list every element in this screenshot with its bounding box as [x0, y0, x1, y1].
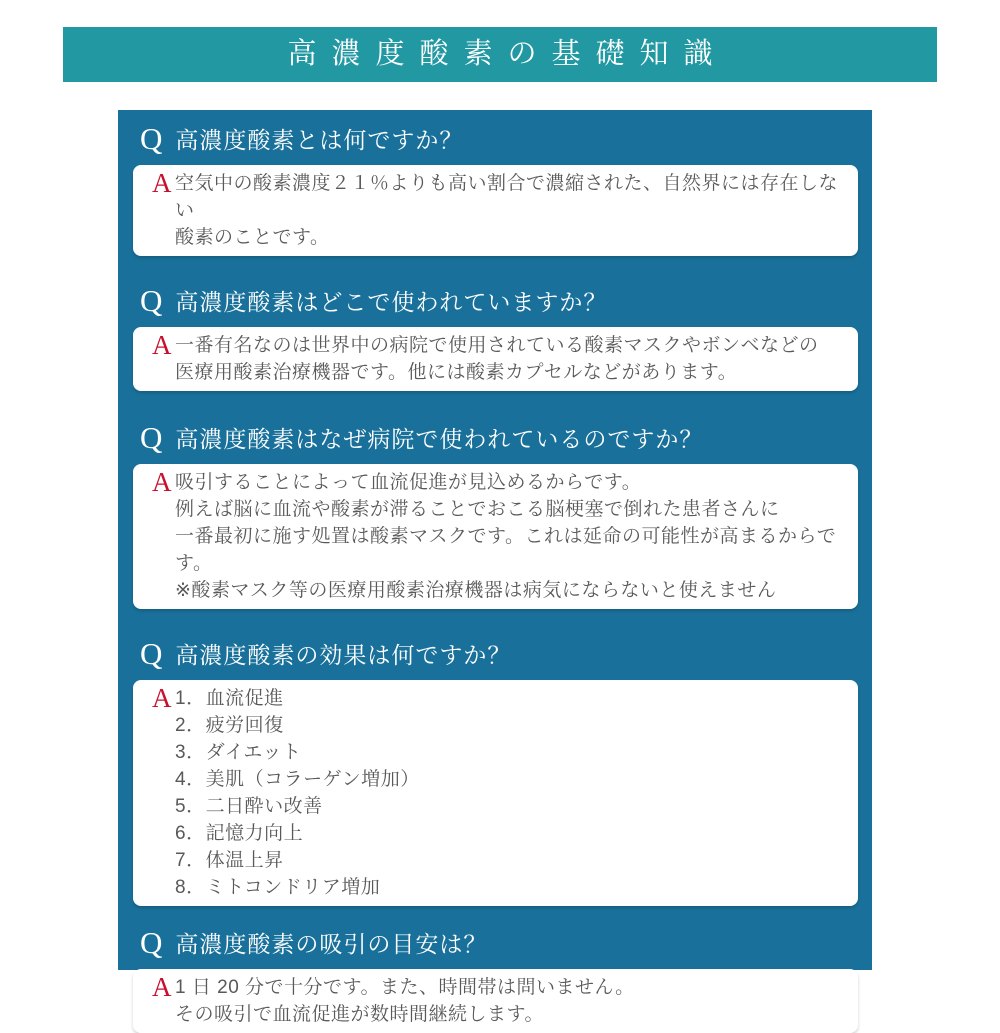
- question-row-3: [118, 421, 872, 454]
- faq-panel: [118, 110, 872, 1025]
- q-icon: Q: [140, 120, 163, 156]
- answer-line: 酸素のことです。: [175, 227, 330, 248]
- effect-list-item: 3．ダイエット: [175, 742, 302, 763]
- q-icon: Q: [140, 635, 163, 671]
- effect-list-item: 2．疲労回復: [175, 715, 284, 736]
- answer-box-4: [133, 680, 858, 906]
- answer-line: その吸引で血流促進が数時間継続します。: [175, 1004, 544, 1025]
- qa-section-3: [118, 421, 872, 609]
- question-row-2: [118, 284, 872, 317]
- question-text-1: 高濃度酸素とは何ですか？: [175, 127, 464, 153]
- answer-text-1: [175, 170, 842, 251]
- a-icon: A: [152, 330, 172, 360]
- effect-list-item: 5．二日酔い改善: [175, 796, 323, 817]
- answer-box-3: [133, 464, 858, 609]
- answer-box-1: [133, 165, 858, 256]
- effect-list-item: 7．体温上昇: [175, 850, 284, 871]
- answer-line: ※酸素マスク等の医療用酸素治療機器は病気にならないと使えません: [175, 580, 777, 601]
- answer-list-4: [175, 685, 842, 901]
- a-icon: A: [152, 467, 172, 497]
- effect-list-item: 4．美肌（コラーゲン増加）: [175, 769, 420, 790]
- qa-section-1: [118, 122, 872, 256]
- q-icon: Q: [140, 282, 163, 318]
- a-icon: A: [152, 168, 172, 198]
- answer-line: 一番最初に施す処置は酸素マスクです。これは延命の可能性が高まるからです。: [175, 526, 837, 574]
- question-text-5: 高濃度酸素の吸引の目安は？: [175, 931, 488, 957]
- answer-line: 例えば脳に血流や酸素が滞ることでおこる脳梗塞で倒れた患者さんに: [175, 499, 780, 520]
- a-icon: A: [152, 683, 172, 713]
- qa-section-4: [118, 637, 872, 906]
- effect-list-item: 1．血流促進: [175, 688, 284, 709]
- answer-line: 医療用酸素治療機器です。他には酸素カプセルなどがあります。: [175, 362, 738, 383]
- q-icon: Q: [140, 419, 163, 455]
- q-icon: Q: [140, 924, 163, 960]
- answer-text-5: [175, 974, 842, 1028]
- answer-line: 吸引することによって血流促進が見込めるからです。: [175, 472, 642, 493]
- answer-box-5: [133, 969, 858, 1033]
- a-icon: A: [152, 972, 172, 1002]
- answer-line: 空気中の酸素濃度２１％よりも高い割合で濃縮された、自然界には存在しない: [175, 173, 839, 221]
- answer-box-2: [133, 327, 858, 391]
- question-text-2: 高濃度酸素はどこで使われていますか？: [175, 289, 608, 315]
- answer-text-2: [175, 332, 842, 386]
- qa-section-5: [118, 926, 872, 1033]
- question-row-5: [118, 926, 872, 959]
- answer-line: 1 日 20 分で十分です。また、時間帯は問いません。: [175, 977, 635, 998]
- question-text-4: 高濃度酸素の効果は何ですか？: [175, 642, 512, 668]
- answer-text-3: [175, 469, 842, 604]
- question-row-4: [118, 637, 872, 670]
- qa-section-2: [118, 284, 872, 391]
- page-title: 高濃度酸素の基礎知識: [63, 27, 937, 82]
- question-row-1: [118, 122, 872, 155]
- effect-list-item: 6．記憶力向上: [175, 823, 304, 844]
- question-text-3: 高濃度酸素はなぜ病院で使われているのですか？: [175, 426, 704, 452]
- effect-list-item: 8．ミトコンドリア増加: [175, 877, 381, 898]
- answer-line: 一番有名なのは世界中の病院で使用されている酸素マスクやボンベなどの: [175, 335, 819, 356]
